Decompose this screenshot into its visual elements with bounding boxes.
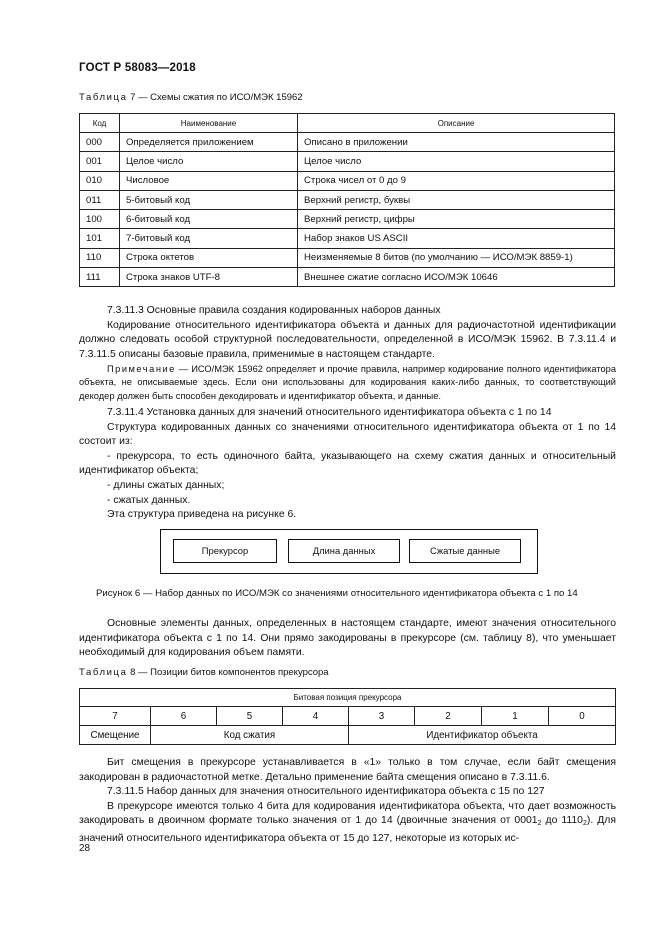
cell-name: Строка октетов <box>120 248 298 267</box>
table-header-row <box>80 114 615 133</box>
cell-name: Целое число <box>120 152 298 171</box>
section-7-3-11-3 <box>79 304 616 362</box>
cell-name: 6-битовый код <box>120 210 298 229</box>
document-header: ГОСТ Р 58083—2018 <box>79 62 196 74</box>
table-row <box>80 190 615 209</box>
cell-description: Целое число <box>298 152 615 171</box>
page-number: 28 <box>79 843 91 854</box>
cell-description: Неизменяемые 8 битов (по умолчанию — ИСО/МЭК 8859-1) <box>298 248 615 267</box>
cell-code: 110 <box>80 248 120 267</box>
paragraph-precursor: Основные элементы данных, определенных в настоящем стандарте, имеют значения относительного идентификатора объекта с 1 по 14. Они прямо закодированы в прекурсоре (см. таблицу 8), что уменьшает необходимый для кодирования объем памяти. <box>79 618 616 659</box>
note-text: — ИСО/МЭК 15962 определяет и прочие правила, например кодирование полного идентификатора объекта, не описываемые здесь. Если они использованы для кодирования каких-либо данных, то соответствующий декодер должен быть способен декодировать и идентификатор объекта, и данные. <box>79 364 616 401</box>
table-row <box>80 248 615 267</box>
list-item: - прекурсора, то есть одиночного байта, указывающего на схему сжатия данных и относительный идентификатор объекта; <box>79 450 616 477</box>
list-item: - длины сжатых данных; <box>107 479 225 491</box>
cell-description: Строка чисел от 0 до 9 <box>298 171 615 190</box>
compression-schemes-table <box>79 113 615 287</box>
column-header-name: Наименование <box>120 114 298 133</box>
table-row <box>80 171 615 190</box>
section-7-3-11-4 <box>79 406 616 523</box>
bit-cell: 5 <box>217 707 283 726</box>
section-text: В прекурсоре имеются только 4 бита для кодирования идентификатора объекта, что дает возможность закодировать в двоичном формате только значения от 1 до 14 (двоичные значения от $0001_2$ до $1110_2$). Для значений относительного идентификатора объекта от 15 до 127, некоторые из которых ис- <box>79 800 616 844</box>
table-caption-label: Таблица <box>79 667 128 678</box>
data-length-box: Длина данных <box>288 539 400 563</box>
precursor-bits-table <box>79 688 616 745</box>
cell-name: 5-битовый код <box>120 190 298 209</box>
bit-cell: 1 <box>482 707 549 726</box>
cell-code: 101 <box>80 229 120 248</box>
cell-code: 011 <box>80 190 120 209</box>
note-block <box>79 363 616 403</box>
cell-description: Набор знаков US ASCII <box>298 229 615 248</box>
section-heading: 7.3.11.3 Основные правила создания кодированных наборов данных <box>107 305 441 316</box>
group-header: Битовая позиция прекурсора <box>80 689 616 707</box>
list-item: - сжатых данных. <box>107 494 191 506</box>
cell-description: Описано в приложении <box>298 133 615 152</box>
cell-description: Верхний регистр, буквы <box>298 190 615 209</box>
cell-name: Числовое <box>120 171 298 190</box>
figure-6-caption: Рисунок 6 — Набор данных по ИСО/МЭК со значениями относительного идентификатора объекта с 1 по 14 <box>96 588 578 599</box>
section-closing: Эта структура приведена на рисунке 6. <box>107 509 297 521</box>
compressed-data-box: Сжатые данные <box>409 539 521 563</box>
cell-description: Внешнее сжатие согласно ИСО/МЭК 10646 <box>298 268 615 287</box>
column-header-description: Описание <box>298 114 615 133</box>
cell-code: 111 <box>80 268 120 287</box>
components-row <box>80 726 616 745</box>
section-heading: 7.3.11.4 Установка данных для значений относительного идентификатора объекта с 1 по 14 <box>107 407 552 418</box>
object-id-cell: Идентификатор объекта <box>349 726 616 745</box>
figure-6-diagram <box>160 529 538 574</box>
precursor-box: Прекурсор <box>173 539 277 563</box>
bit-cell: 4 <box>283 707 349 726</box>
bit-cell: 2 <box>415 707 482 726</box>
cell-code: 010 <box>80 171 120 190</box>
cell-code: 001 <box>80 152 120 171</box>
paragraph-offset: Бит смещения в прекурсоре устанавливается в «1» только в том случае, если байт смещения закодирован в радиочастотной метке. Детально применение байта смещения описано в 7.3.11.6. <box>79 757 616 783</box>
section-heading: 7.3.11.5 Набор данных для значения относительного идентификатора объекта с 15 по 127 <box>107 786 545 797</box>
cell-code: 100 <box>80 210 120 229</box>
cell-name: Строка знаков UTF-8 <box>120 268 298 287</box>
compression-code-cell: Код сжатия <box>151 726 349 745</box>
table-row <box>80 133 615 152</box>
offset-cell: Смещение <box>80 726 151 745</box>
table-8-caption <box>79 667 329 678</box>
section-intro: Структура кодированных данных со значениями относительного идентификатора объекта от 1 по 14 состоит из: <box>79 421 616 448</box>
note-label: Примечание <box>107 364 176 374</box>
table-header-row <box>80 689 616 707</box>
cell-name: 7-битовый код <box>120 229 298 248</box>
bit-positions-row <box>80 707 616 726</box>
bit-cell: 7 <box>80 707 151 726</box>
table-caption-title: 8 — Позиции битов компонентов прекурсора <box>127 667 329 678</box>
table-row <box>80 152 615 171</box>
bit-cell: 3 <box>349 707 415 726</box>
table-row <box>80 229 615 248</box>
table-caption-label: Таблица <box>79 92 128 103</box>
section-7-3-11-5 <box>79 785 616 846</box>
table-row <box>80 210 615 229</box>
column-header-code: Код <box>80 114 120 133</box>
section-text: Кодирование относительного идентификатора объекта и данных для радиочастотной идентификации должно следовать особой структурной последовательности, определенной в ИСО/МЭК 15962. В 7.3.11.4 и 7.3.11.5 описаны базовые правила, применимые в настоящем стандарте. <box>79 319 616 360</box>
table-caption-title: 7 — Схемы сжатия по ИСО/МЭК 15962 <box>127 92 303 103</box>
table-row <box>80 268 615 287</box>
cell-code: 000 <box>80 133 120 152</box>
cell-description: Верхний регистр, цифры <box>298 210 615 229</box>
table-7-caption <box>79 92 303 103</box>
cell-name: Определяется приложением <box>120 133 298 152</box>
bit-cell: 6 <box>151 707 217 726</box>
bit-cell: 0 <box>549 707 616 726</box>
